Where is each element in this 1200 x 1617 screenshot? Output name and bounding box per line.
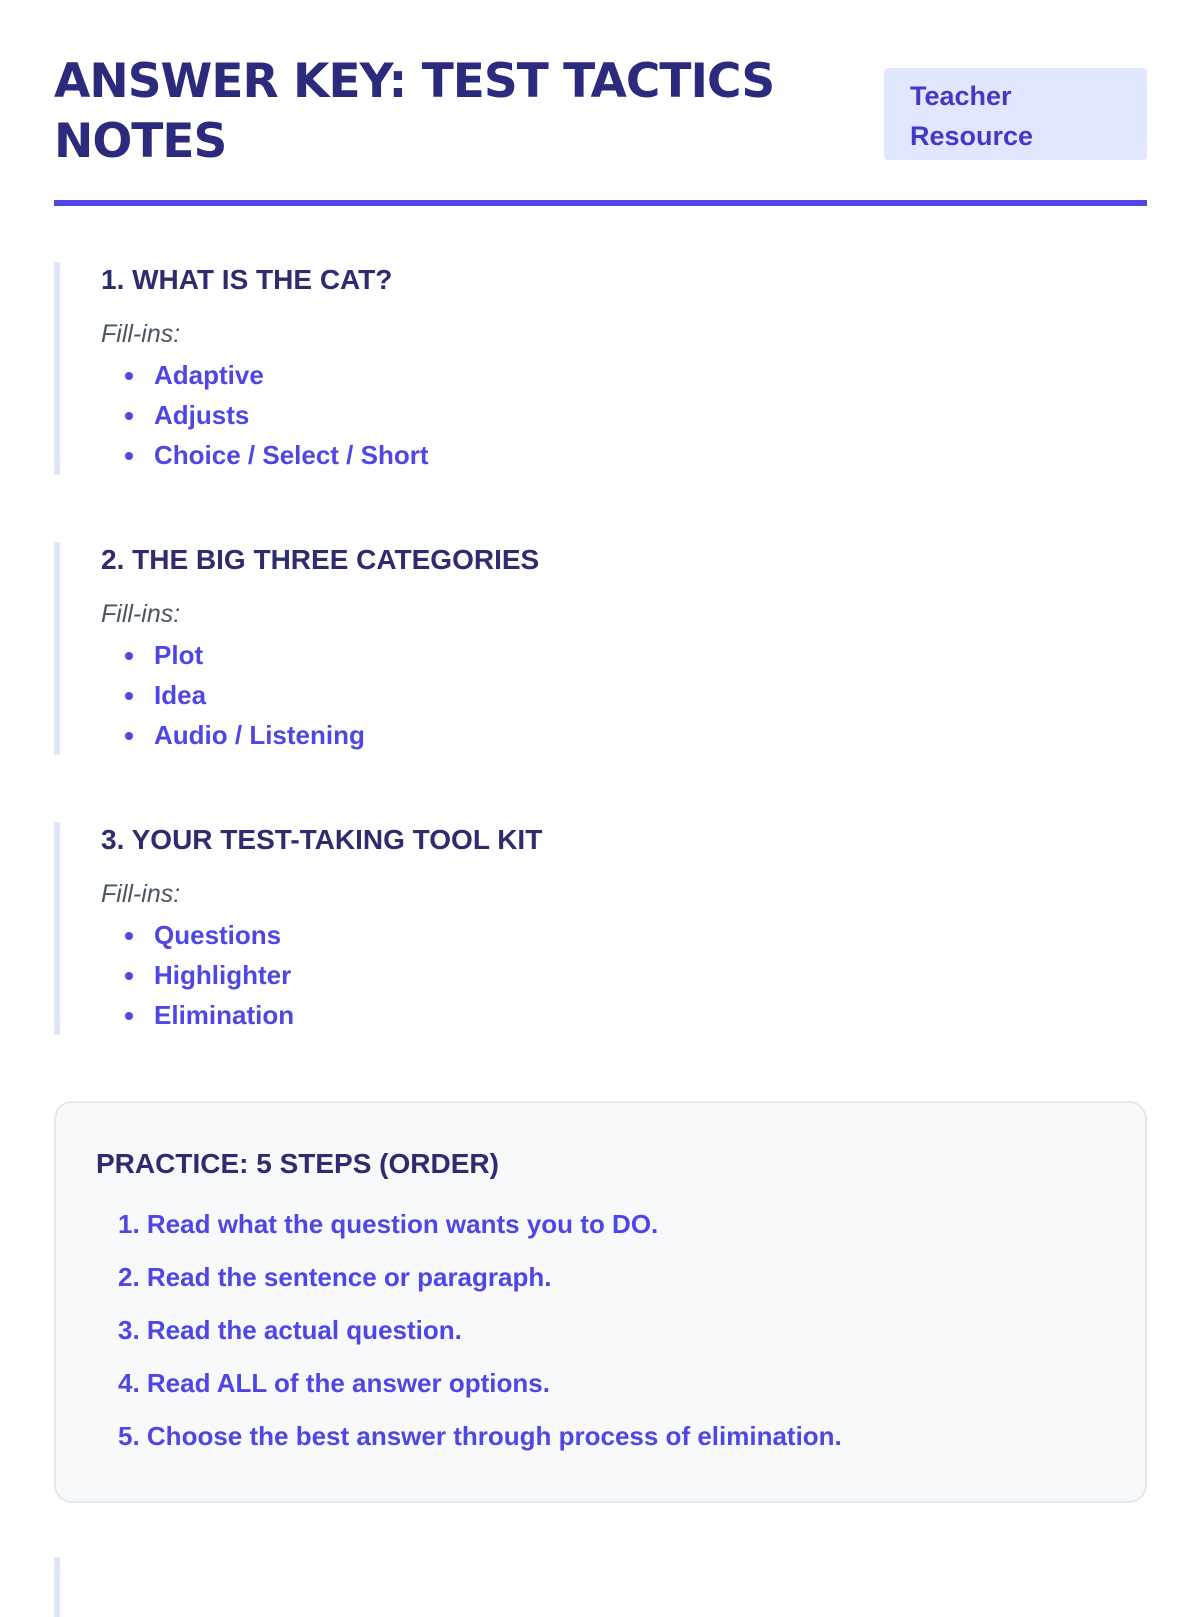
answer-text: Questions <box>154 920 282 950</box>
bullet-icon <box>125 932 133 940</box>
answer-text: Idea <box>154 680 207 710</box>
answer-key-page <box>54 0 1147 1451</box>
answer-item <box>125 955 1147 995</box>
answer-item <box>125 915 1147 955</box>
section-heading: 3. YOUR TEST-TAKING TOOL KIT <box>101 824 543 855</box>
answer-item <box>125 715 1147 755</box>
fill-ins-label: Fill-ins: <box>101 600 181 628</box>
practice-step: 2. Read the sentence or paragraph. <box>118 1262 552 1292</box>
answer-item <box>125 395 1147 435</box>
answer-list <box>101 355 1147 475</box>
practice-steps-box <box>54 1101 1147 1503</box>
next-section-rule <box>54 1557 60 1617</box>
bullet-icon <box>125 1012 133 1020</box>
practice-step: 1. Read what the question wants you to DO. <box>118 1209 659 1239</box>
section-heading: 1. WHAT IS THE CAT? <box>101 264 393 295</box>
bullet-icon <box>125 372 133 380</box>
answer-item <box>125 675 1147 715</box>
practice-step: 4. Read ALL of the answer options. <box>118 1368 550 1398</box>
bullet-icon <box>125 412 133 420</box>
practice-step: 5. Choose the best answer through process of elimination. <box>118 1421 842 1451</box>
practice-step-list <box>96 1205 1105 1455</box>
answer-text: Adjusts <box>154 400 250 430</box>
answer-text: Audio / Listening <box>154 720 365 750</box>
answer-text: Highlighter <box>154 960 292 990</box>
answer-text: Plot <box>154 640 204 670</box>
answer-text: Choice / Select / Short <box>154 440 429 470</box>
practice-heading: PRACTICE: 5 STEPS (ORDER) <box>96 1148 499 1179</box>
answer-list <box>101 915 1147 1035</box>
bullet-icon <box>125 732 133 740</box>
answer-item <box>125 995 1147 1035</box>
bullet-icon <box>125 972 133 980</box>
answer-text: Adaptive <box>154 360 264 390</box>
practice-step: 3. Read the actual question. <box>118 1315 462 1345</box>
bullet-icon <box>125 452 133 460</box>
page-title: ANSWER KEY: TEST TACTICS NOTES <box>54 54 775 169</box>
fill-ins-label: Fill-ins: <box>101 320 181 348</box>
section-heading: 2. THE BIG THREE CATEGORIES <box>101 544 540 575</box>
answer-item <box>125 355 1147 395</box>
answer-list <box>101 635 1147 755</box>
fill-ins-label: Fill-ins: <box>101 880 181 908</box>
section-what-is-the-cat <box>54 262 1147 475</box>
teacher-resource-badge: Teacher Resource <box>884 68 1147 160</box>
answer-text: Elimination <box>154 1000 295 1030</box>
answer-item <box>125 635 1147 675</box>
answer-item <box>125 435 1147 475</box>
bullet-icon <box>125 692 133 700</box>
section-test-taking-tool-kit <box>54 822 1147 1035</box>
section-big-three-categories <box>54 542 1147 755</box>
bullet-icon <box>125 652 133 660</box>
page-header <box>54 0 1147 206</box>
